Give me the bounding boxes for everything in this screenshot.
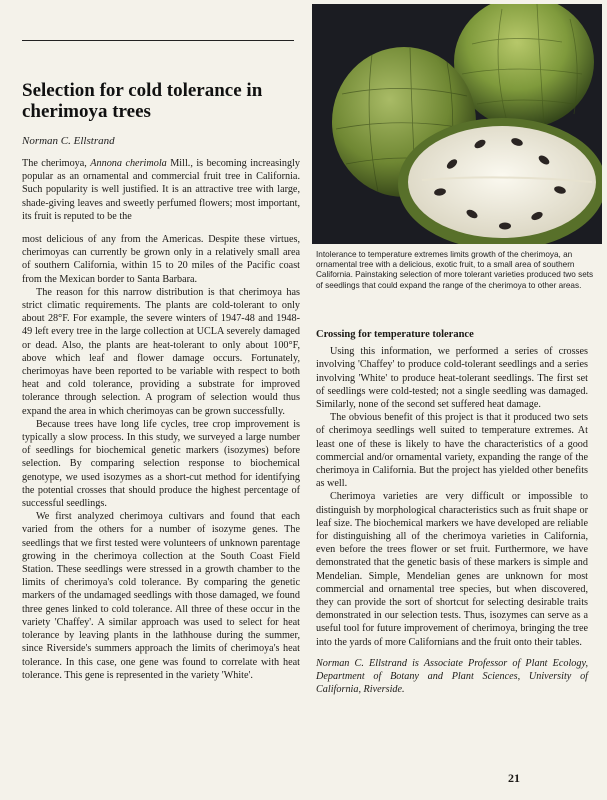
section-heading: Crossing for temperature tolerance: [316, 329, 474, 340]
intro-text-a: The cherimoya,: [22, 158, 91, 169]
article-author: Norman C. Ellstrand: [22, 135, 115, 147]
author-bio-text: Norman C. Ellstrand is Associate Professor of Plant Ecology, Department of Botany and Plant Sciences, University of California, Riverside.: [316, 657, 588, 695]
photo-caption: Intolerance to temperature extremes limits growth of the cherimoya, an ornamental tree with a delicious, exotic fruit, to a small area of southern California. Painstaking selection of more tolerant varieties produced two sets of seedlings that could expand the range of the cherimoya to other areas.: [316, 250, 594, 290]
intro-text-b: Mill., is becoming increasingly popular as an ornamental and commercial fruit tree in California. Such popularity is well justified. It is an attractive tree with large, shade-giving leaves and sweetly perfumed flowers; most important, its fruit is reputed to be the: [22, 158, 300, 222]
cherimoya-illustration: [312, 4, 602, 244]
article-title: Selection for cold tolerance in cherimoya trees: [22, 80, 263, 122]
cut-fruit-flesh: [408, 126, 596, 238]
header-rule: [22, 40, 294, 41]
page-number: 21: [508, 771, 520, 785]
right-paragraph-2: The obvious benefit of this project is that it produced two sets of cherimoya seedlings well suited to temperature extremes. At least one of these is likely to have the characteristics of a good commercial and/or ornamental variety, expanding the range of the cherimoya in California. But the project has yielded other benefits as well.: [316, 412, 588, 490]
left-paragraph-1: most delicious of any from the Americas. Despite these virtues, cherimoyas can currently be grown only in a relatively small area of southern California, within 15 to 20 miles of the Pacific coast from the Mexican border to Santa Barbara.: [22, 234, 300, 285]
right-paragraph-3: Cherimoya varieties are very difficult or impossible to distinguish by morphological characteristics such as fruit shape or leaf size. The biochemical markers we have developed are reliable for distinguishing all of the cherimoya varieties in California, even before the trees flower or set fruit. Furthermore, we have demonstrated that the genetic basis of these markers is simple and Mendelian. Simple, Mendelian genes are unknown for most commercial and ornamental tree species, but when discovered, they can provide the sort of shortcut for selecting desirable traits demonstrated in our selection tests. Thus, isozymes can serve as a useful tool for future improvement of cherimoya, bringing the tree into the yards of more Californians and the fruit onto their tables.: [316, 491, 588, 648]
left-paragraph-4: We first analyzed cherimoya cultivars and found that each varied from the others for a number of isozyme genes. The seedlings that we first tested were volunteers of unknown parentage growing in the cherimoya collection at the South Coast Field Station. These seedlings were stressed in a growth chamber to the limits of cherimoya's cold tolerance. By comparing the genetic markers of the undamaged seedlings with those damaged, we found three genes linked to cold tolerance. All three of these occur in the variety 'Chaffey'. A similar approach was used to select for heat tolerance by leaving plants in the lathhouse during the summer, since Riverside's summers approach the limits of cherimoya's heat tolerance. In this case, one gene was found to correlate with heat tolerance. This gene is represented in the variety 'White'.: [22, 511, 300, 681]
left-column: [22, 233, 300, 682]
left-paragraph-2: The reason for this narrow distribution is that cherimoya has strict climatic requirements. The plants are cold-tolerant to only about 28°F. For example, the severe winters of 1947-48 and 1948-49 left every tree in the large collection at UCLA severely damaged or dead. Also, the plants are heat-tolerant to only about 100°F, above which leaf and flower damage occurs. Fortunately, cherimoyas have been reported to be variable with respect to both heat and cold tolerance, providing a substrate for improved tolerance through selection. A program of selection would thus expand the area in which cherimoyas can be grown successfully.: [22, 286, 300, 417]
species-name: Annona cherimola: [90, 158, 167, 169]
author-bio: [316, 657, 588, 696]
cherimoya-photo: [312, 4, 602, 244]
intro-paragraph: [22, 157, 300, 223]
intro-block: [22, 157, 300, 223]
right-paragraph-1: Using this information, we performed a series of crosses involving 'Chaffey' to produce cold-tolerant seedlings and a series involving 'White' to produce heat-tolerant seedlings. The first set of seedlings were cold-tested; not a single seedling was damaged. Similarly, none of the second set suffered heat damage.: [316, 346, 588, 411]
right-column: [316, 328, 588, 696]
left-paragraph-3: Because trees have long life cycles, tree crop improvement is typically a slow process. In this study, we surveyed a large number of seedlings for biochemical genetic markers (isozymes) before selection. By comparing selection response to biochemical genotype, we used isozymes as a short-cut method for identifying the potential crosses that should produce the highest percentage of successful seedlings.: [22, 418, 300, 510]
